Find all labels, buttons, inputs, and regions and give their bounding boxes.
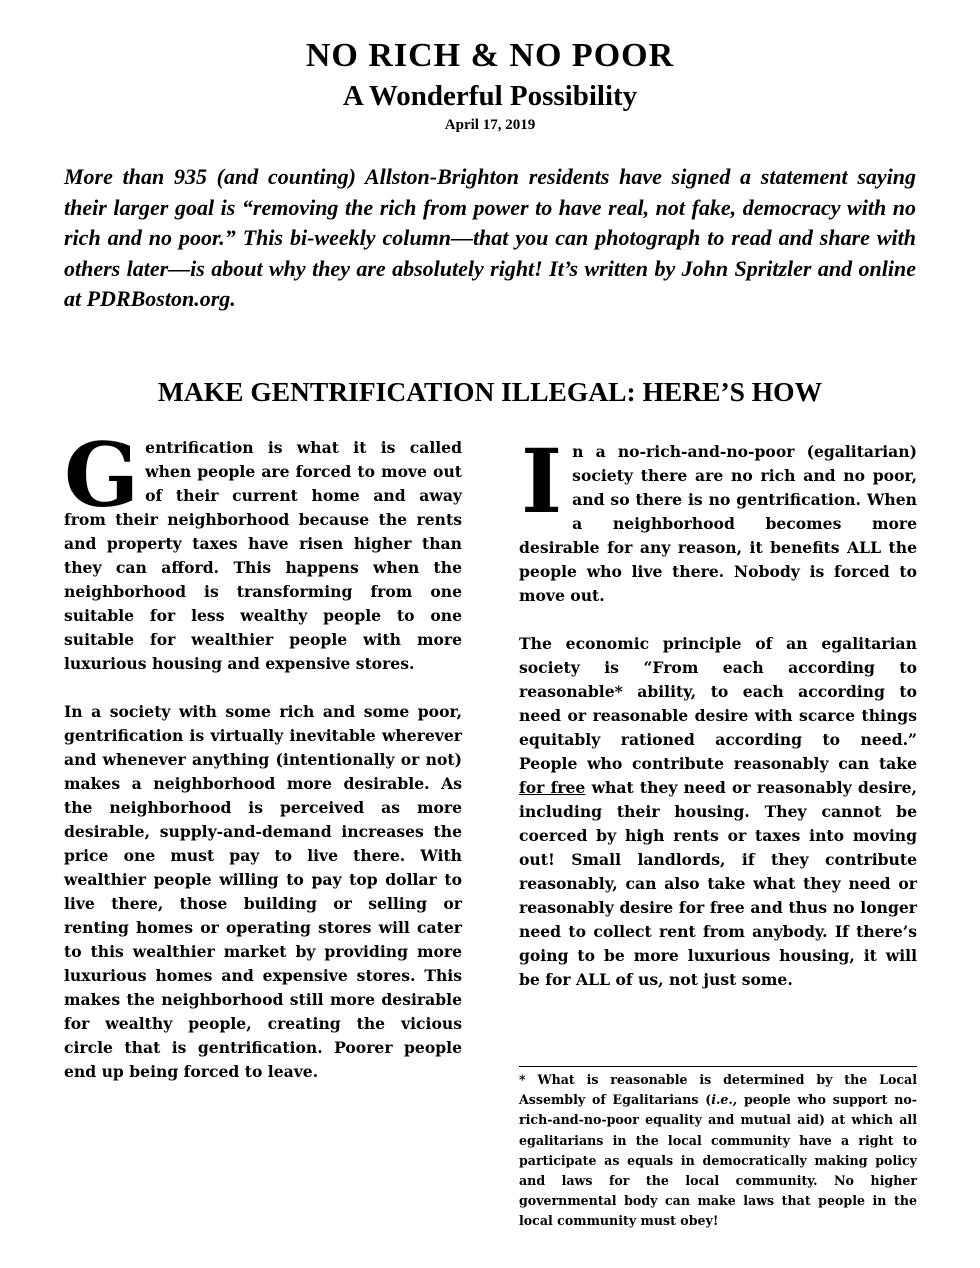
drop-cap-i: I — [521, 429, 563, 533]
drop-cap-g: G — [64, 423, 140, 527]
right-paragraph-1-text: n a no-rich-and-no-poor (egalitarian) society there are no rich and no poor, and so there is no gentrification. When a neighborhood becomes more desirable for any reason, it benefits ALL the people who live there. Nobody is forced to move out. — [519, 442, 917, 605]
left-paragraph-2: In a society with some rich and some poor, gentrification is virtually inevitable wherever and whenever anything (intentionally or not) makes a neighborhood more desirable. As the neighborhood is perceived as more desirable, supply-and-demand increases the price one must pay to live there. With wealthier people willing to pay top dollar to live there, those building or selling or renting homes or operating stores will cater to this wealthier market by providing more luxurious homes and expensive stores. This makes the neighborhood still more desirable for wealthy people, creating the vicious circle that is gentrification. Poorer people end up being forced to leave. — [64, 702, 462, 1081]
column-subtitle: A Wonderful Possibility — [342, 80, 638, 112]
footnote-start: * What is reasonable is determined by the Local Assembly of Egalitarians ( — [519, 1072, 917, 1108]
footnote-ie: i.e., — [711, 1092, 738, 1108]
footnote-divider — [519, 1066, 917, 1067]
left-column — [64, 423, 462, 1108]
left-paragraph-1-text: entrification is what it is called when people are forced to move out of their current home and away from their neighborhood because the rents and property taxes have risen higher than they can afford. This happens when the neighborhood is transforming from one suitable for less wealthy people to one suitable for wealthier people with more luxurious housing and expensive stores. — [64, 438, 462, 673]
right-paragraph-2-start: The economic principle of an egalitarian society is “From each according to reasonable* ability, to each according to need or reasonable desire with scarce things equitably rationed according to need.” People who contribute reasonably can take — [519, 634, 917, 773]
column-title: NO RICH & NO POOR — [305, 37, 675, 74]
footnote — [519, 1070, 917, 1232]
masthead — [0, 36, 980, 134]
right-column — [519, 429, 917, 1016]
left-paragraph-1 — [64, 423, 462, 676]
publication-date: April 17, 2019 — [444, 117, 536, 133]
for-free-underlined: for free — [519, 778, 586, 797]
right-paragraph-2 — [519, 632, 917, 992]
footnote-end: people who support no-rich-and-no-poor equality and mutual aid) at which all egalitarians in the local community have a right to participate as equals in democratically making policy and laws for the local community. No higher governmental body can make laws that people in the local community must obey! — [519, 1092, 917, 1229]
intro-paragraph: More than 935 (and counting) Allston-Brighton residents have signed a statement saying their larger goal is “removing the rich from power to have real, not fake, democracy with no rich and no poor.” This bi-weekly column—that you can photograph to read and share with others later—is about why they are absolutely right! It’s written by John Spritzler and online at PDRBoston.org. — [64, 164, 916, 311]
right-paragraph-1 — [519, 429, 917, 608]
right-paragraph-2-end: what they need or reasonably desire, including their housing. They cannot be coerced by high rents or taxes into moving out! Small landlords, if they contribute reasonably, can also take what they need or reasonably desire for free and thus no longer need to collect rent from anybody. If there’s going to be more luxurious housing, it will be for ALL of us, not just some. — [519, 778, 917, 989]
article-heading: MAKE GENTRIFICATION ILLEGAL: HERE’S HOW — [157, 376, 823, 407]
